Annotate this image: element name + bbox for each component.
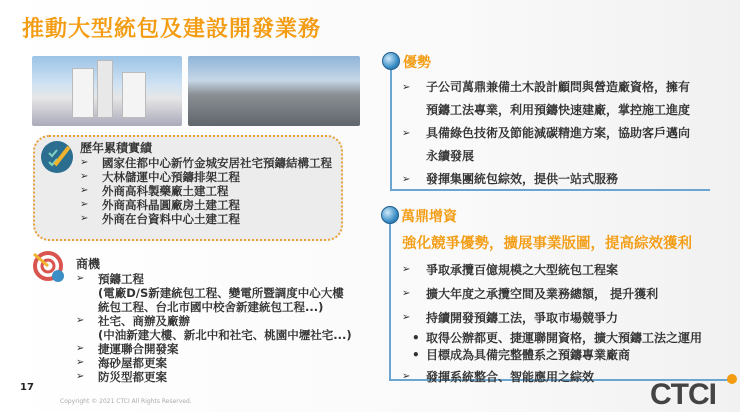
capital-item-text: 持續開發預鑄工法，爭取市場競爭力 (426, 311, 619, 325)
section-ball-icon (381, 206, 399, 224)
advantage-heading: 優勢 (403, 55, 431, 71)
construction-site-photo (188, 56, 360, 126)
opportunity-heading: 商機 (76, 257, 101, 271)
arrow-bullet-icon (402, 145, 426, 168)
record-item (80, 156, 332, 170)
opportunity-item (76, 272, 352, 286)
arrow-bullet-icon: ➢ (76, 357, 85, 368)
advantage-text: 子公司萬鼎兼備土木設計顧問與營造廠資格，擁有 (426, 80, 691, 94)
arrow-bullet-icon: ➢ (402, 312, 411, 323)
opportunity-item (76, 356, 352, 370)
record-item-text: 國家住都中心新竹金城安居社宅預鑄結構工程 (102, 156, 332, 170)
opportunity-item-text: 社宅、商辦及廠辦 (98, 314, 190, 328)
capital-subtitle: 強化競爭優勢，擴展事業版圖，提高綜效獲利 (402, 236, 692, 252)
arrow-bullet-icon: ➢ (402, 288, 411, 299)
advantage-text: 預鑄工法專業，利用預鑄快速建廠，掌控施工進度 (426, 103, 691, 117)
arrow-bullet-icon: ➢ (80, 157, 89, 168)
arrow-bullet-icon: ➢ (402, 371, 411, 382)
capital-item-text: 爭取承攬百億規模之大型統包工程案 (426, 263, 619, 277)
arrow-bullet-icon: ➢ (76, 273, 85, 284)
capital-item (402, 258, 732, 282)
opportunity-item (76, 370, 352, 384)
copyright: Copyright © 2021 CTCI All Rights Reserved. (60, 398, 192, 405)
advantage-item (402, 122, 722, 145)
capital-subitem (402, 347, 732, 364)
arrow-bullet-icon: ➢ (402, 128, 411, 139)
building-photo (32, 56, 182, 126)
opportunity-detail: (中油新建大樓、新北中和社宅、桃園中壢社宅...) (98, 328, 352, 342)
dot-bullet-icon: • (412, 331, 420, 345)
opportunity-detail: (電廠D/S新建統包工程、變電所暨調度中心大樓 (98, 286, 344, 300)
opportunity-item (76, 342, 352, 356)
capital-item-text: 擴大年度之承攬空間及業務總額， 提升獲利 (426, 287, 659, 301)
checklist-pencil-icon (41, 141, 73, 173)
capital-item (402, 282, 732, 306)
record-item (80, 184, 332, 198)
ctci-logo: CTCI (650, 378, 716, 411)
record-item-text: 外商高科晶圓廠房土建工程 (102, 198, 240, 212)
arrow-bullet-icon: ➢ (76, 343, 85, 354)
arrow-bullet-icon: ➢ (76, 371, 85, 382)
arrow-bullet-icon: ➢ (402, 174, 411, 185)
capital-subitem-text: 目標成為具備完整體系之預鑄專業廠商 (426, 348, 631, 362)
page-title: 推動大型統包及建設開發業務 (22, 17, 322, 42)
opportunity-item-text: 預鑄工程 (98, 272, 144, 286)
capital-subitem-text: 取得公辦都更、捷運聯開資格，擴大預鑄工法之運用 (426, 331, 703, 345)
record-item (80, 170, 332, 184)
opportunity-detail: 統包工程、台北市國中校舍新建統包工程...) (98, 300, 324, 314)
record-box (33, 135, 343, 241)
advantage-text: 具備綠色技術及節能減碳精進方案，協助客戶邁向 (426, 126, 691, 140)
arrow-bullet-icon: ➢ (402, 264, 411, 275)
capital-item (402, 306, 732, 330)
capital-item-text: 發揮系統整合、智能應用之綜效 (426, 370, 595, 384)
page-number: 17 (20, 382, 34, 393)
record-item-text: 大林儲運中心預鑄排架工程 (102, 170, 240, 184)
opportunity-item-text: 防災型都更案 (98, 370, 167, 384)
advantage-item (402, 168, 722, 191)
record-item (80, 212, 332, 226)
opportunity-item-text: 捷運聯合開發案 (98, 342, 179, 356)
advantage-text: 永續發展 (426, 149, 475, 163)
arrow-bullet-icon: ➢ (402, 82, 411, 93)
capital-heading: 萬鼎增資 (401, 209, 457, 225)
advantage-item (402, 99, 722, 122)
arrow-bullet-icon: ➢ (80, 185, 89, 196)
arrow-bullet-icon: ➢ (76, 315, 85, 326)
opportunity-item (76, 314, 352, 328)
section-ball-icon (382, 52, 400, 70)
record-heading: 歷年累積實績 (80, 141, 153, 155)
advantage-item (402, 76, 722, 99)
arrow-bullet-icon: ➢ (80, 213, 89, 224)
arrow-bullet-icon (402, 99, 426, 122)
advantage-text: 發揮集團統包綜效，提供一站式服務 (426, 172, 619, 186)
dot-bullet-icon: • (412, 348, 420, 362)
record-item (80, 198, 332, 212)
capital-subitem (402, 330, 732, 347)
target-icon (32, 250, 64, 282)
record-item-text: 外商高科製藥廠土建工程 (102, 184, 229, 198)
opportunity-item-text: 海砂屋都更案 (98, 356, 167, 370)
record-item-text: 外商在台資料中心土建工程 (102, 212, 240, 226)
advantage-item (402, 145, 722, 168)
arrow-bullet-icon: ➢ (80, 171, 89, 182)
arrow-bullet-icon: ➢ (80, 199, 89, 210)
